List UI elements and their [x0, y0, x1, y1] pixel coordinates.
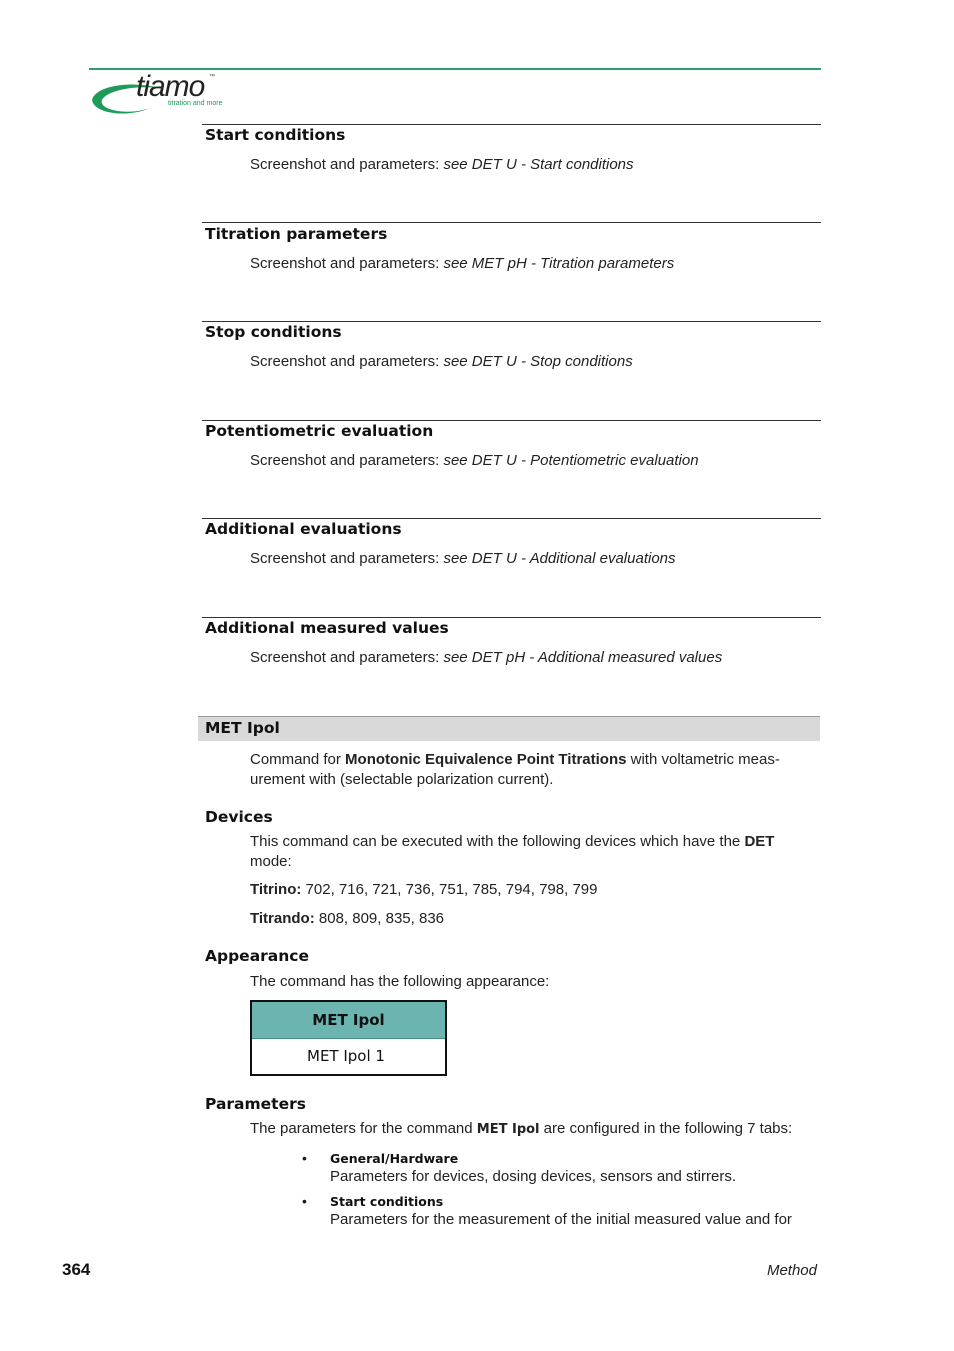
command-node-header: [252, 1002, 445, 1039]
section-heading: Potentiometric evaluation: [205, 422, 434, 440]
parameters-heading: Parameters: [205, 1095, 306, 1113]
parameters-text-part: are configured in the following 7 tabs:: [539, 1120, 793, 1137]
section-text-prefix: Screenshot and parameters:: [250, 452, 444, 469]
section-heading: Start conditions: [205, 126, 346, 144]
devices-mode: DET: [744, 833, 775, 850]
bullet-icon: •: [302, 1193, 307, 1209]
tab-title: General/Hardware: [330, 1151, 459, 1166]
appearance-heading: Appearance: [205, 947, 309, 965]
section-text-prefix: Screenshot and parameters:: [250, 353, 444, 370]
cross-reference-link[interactable]: see DET U - Additional evaluations: [443, 550, 676, 567]
section-text: [250, 648, 820, 668]
section-rule: [202, 617, 821, 618]
tab-description: Parameters for the measurement of the initial measured value and for: [330, 1211, 792, 1228]
section-rule: [202, 222, 821, 223]
intro-text: with voltametric meas-: [626, 751, 780, 768]
command-node: [250, 1000, 447, 1076]
page-number: 364: [62, 1260, 91, 1279]
titrando-values: 808, 809, 835, 836: [314, 910, 444, 927]
titrino-line: [250, 880, 820, 900]
parameters-text: [250, 1119, 820, 1140]
devices-text-part: mode:: [250, 853, 292, 870]
command-node-label: MET Ipol 1: [307, 1047, 385, 1065]
parameters-text-part: The parameters for the command: [250, 1120, 477, 1137]
section-rule: [202, 518, 821, 519]
section-text-prefix: Screenshot and parameters:: [250, 550, 444, 567]
section-text: [250, 451, 820, 471]
devices-text: [250, 832, 820, 872]
section-text-prefix: Screenshot and parameters:: [250, 156, 444, 173]
intro-text: Command for: [250, 751, 346, 768]
section-heading: Additional evaluations: [205, 520, 402, 538]
devices-heading: Devices: [205, 808, 273, 826]
intro-bold: Monotonic Equivalence Point Titrations: [345, 751, 627, 768]
tiamo-logo: [88, 70, 238, 120]
footer-section: Method: [766, 1262, 817, 1279]
section-text: [250, 254, 820, 274]
tab-title: Start conditions: [330, 1194, 444, 1209]
section-heading: Titration parameters: [205, 225, 388, 243]
cross-reference-link[interactable]: see DET U - Stop conditions: [443, 353, 633, 370]
devices-text-part: This command can be executed with the following devices which have the: [250, 833, 745, 850]
section-text-prefix: Screenshot and parameters:: [250, 255, 444, 272]
cross-reference-link[interactable]: see DET U - Potentiometric evaluation: [443, 452, 699, 469]
parameters-command-name: MET Ipol: [476, 1122, 540, 1137]
section-text: [250, 352, 820, 372]
cross-reference-link[interactable]: see MET pH - Titration parameters: [443, 255, 675, 272]
cross-reference-link[interactable]: see DET U - Start conditions: [443, 156, 634, 173]
logo-wordmark: tiamo: [136, 70, 205, 103]
section-text-prefix: Screenshot and parameters:: [250, 649, 444, 666]
appearance-text: The command has the following appearance:: [250, 973, 550, 990]
titrino-values: 702, 716, 721, 736, 751, 785, 794, 798, 799: [301, 881, 598, 898]
titrando-line: [250, 909, 820, 929]
intro-text: urement with (selectable polarization current).: [250, 771, 554, 788]
logo-trademark: ™: [209, 74, 215, 80]
titrando-label: Titrando:: [250, 910, 315, 927]
command-intro: [250, 750, 820, 790]
command-title-bar: [198, 716, 820, 741]
bullet-icon: •: [302, 1150, 307, 1166]
section-heading: Stop conditions: [205, 323, 342, 341]
command-node-title: MET Ipol: [312, 1011, 385, 1029]
section-text: [250, 549, 820, 569]
section-rule: [202, 124, 821, 125]
section-heading: Additional measured values: [205, 619, 449, 637]
section-text: [250, 155, 820, 175]
logo-tagline: titration and more: [168, 100, 223, 107]
titrino-label: Titrino:: [250, 881, 302, 898]
tab-description: Parameters for devices, dosing devices, sensors and stirrers.: [330, 1168, 737, 1185]
section-rule: [202, 420, 821, 421]
cross-reference-link[interactable]: see DET pH - Additional measured values: [443, 649, 723, 666]
section-rule: [202, 321, 821, 322]
command-title: MET Ipol: [205, 719, 280, 737]
